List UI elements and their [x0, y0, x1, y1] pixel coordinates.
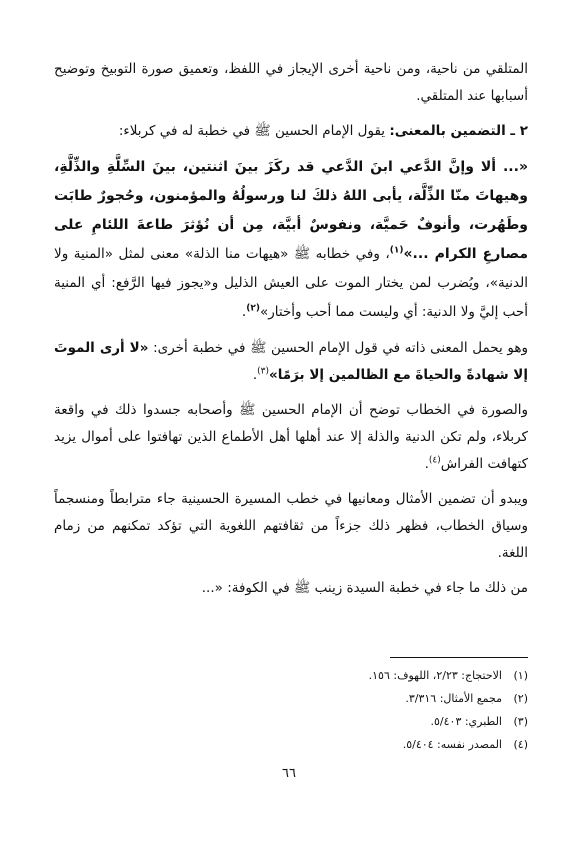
paragraph-1 — [54, 56, 528, 110]
paragraph-6 — [54, 397, 528, 478]
footnote-item — [228, 664, 528, 687]
paragraph-6-text: والصورة في الخطاب توضح أن الإمام الحسين ﷺ وأصحابه جسدوا ذلك في واقعة كربلاء، ولم تكن الدنية والذلة إلا عند أهلها أهل الأطماع الذين تهافتوا على أموال يزيد كتهافت الفراش — [54, 402, 528, 472]
footnote-number: (٣) — [513, 715, 528, 728]
footnote-ref-4[interactable]: (٤) — [428, 455, 441, 466]
footnote-item — [228, 710, 528, 733]
paragraph-7-text: ويبدو أن تضمين الأمثال ومعانيها في خطب المسيرة الحسينية جاء مترابطاً ومنسجماً وسياق الخطاب، فظهر ذلك جزءاً من ثقافتهم اللغوية التي تؤكد تمكنهم من زمام اللغة. — [54, 491, 528, 561]
footnote-item — [228, 733, 528, 756]
paragraph-2 — [54, 118, 528, 145]
paragraph-8-text: من ذلك ما جاء في خطبة السيدة زينب ﷺ في الكوفة: «... — [201, 580, 528, 596]
paragraph-2-text: يقول الإمام الحسين ﷺ في خطبة له في كربلاء: — [118, 123, 390, 139]
footnote-item — [228, 687, 528, 710]
paragraph-7 — [54, 486, 528, 567]
paragraph-4-text: ، وفي خطابه ﷺ «هيهات منا الذلة» معنى لمثل «المنية ولا الدنية»، ويُضرب لمن يختار الموت على العيش الذليل و«يجوز فيها الرَّفع: أي المنية أحب إليَّ ولا الدنية: أي وليست مما أحب وأختار» — [54, 246, 528, 320]
footnote-number: (٢) — [513, 692, 528, 705]
paragraph-1-text: المتلقي من ناحية، ومن ناحية أخرى الإيجاز في اللفظ، وتعميق صورة التوبيخ وتوضيح أسبابها عند المتلقي. — [54, 61, 528, 104]
footnote-text: المصدر نفسه: ٥/٤٠٤. — [402, 738, 502, 751]
paragraph-5-text: وهو يحمل المعنى ذاته في قول الإمام الحسين ﷺ في خطبة أخرى: — [148, 340, 528, 356]
footnote-ref-3[interactable]: (٣) — [257, 366, 270, 377]
paragraph-4-end: . — [241, 304, 247, 320]
paragraph-6-end: . — [424, 456, 429, 472]
footnote-ref-2[interactable]: (٢) — [246, 303, 260, 314]
page-number: ٦٦ — [282, 766, 296, 781]
quote-text: «... ألا وإنَّ الدَّعي ابنَ الدَّعي قد ركَزَ بينَ اثنتين، بينَ السِّلَّةِ والذِّلَّةِ، وهيهاتَ منّا الذِّلَّة، يأبى اللهُ ذلكَ لنا ورسولُهُ والمؤمنون، وحُجورٌ طابَت وطَهُرت، وأنوفٌ حَميَّة، ونفوسٌ أبيَّة، مِن أن نُؤثرَ طاعةَ اللئامِ على مصارعِ الكرام ...» — [54, 159, 528, 262]
footnote-ref-1[interactable]: (١) — [389, 245, 404, 256]
footnote-number: (١) — [513, 669, 528, 682]
footnote-number: (٤) — [513, 738, 528, 751]
quote-paragraph — [54, 153, 528, 327]
footnotes-list — [228, 664, 528, 756]
footnote-divider — [390, 657, 528, 658]
section-heading: ٢ ـ التضمين بالمعنى: — [389, 123, 528, 139]
footnote-text: مجمع الأمثال: ٣/٣١٦. — [405, 692, 502, 705]
paragraph-5-quote: «لا أرى الموتَ إلا شهادةً والحياةَ مع الظالمين إلا برَمًا» — [54, 340, 528, 383]
page-body — [54, 56, 528, 610]
paragraph-5-end: . — [252, 367, 258, 383]
paragraph-5 — [54, 335, 528, 389]
paragraph-8 — [54, 575, 528, 602]
footnote-text: الاحتجاج: ٢/٢٣، اللهوف: ١٥٦. — [368, 669, 502, 682]
footnote-text: الطبري: ٥/٤٠٣. — [430, 715, 502, 728]
